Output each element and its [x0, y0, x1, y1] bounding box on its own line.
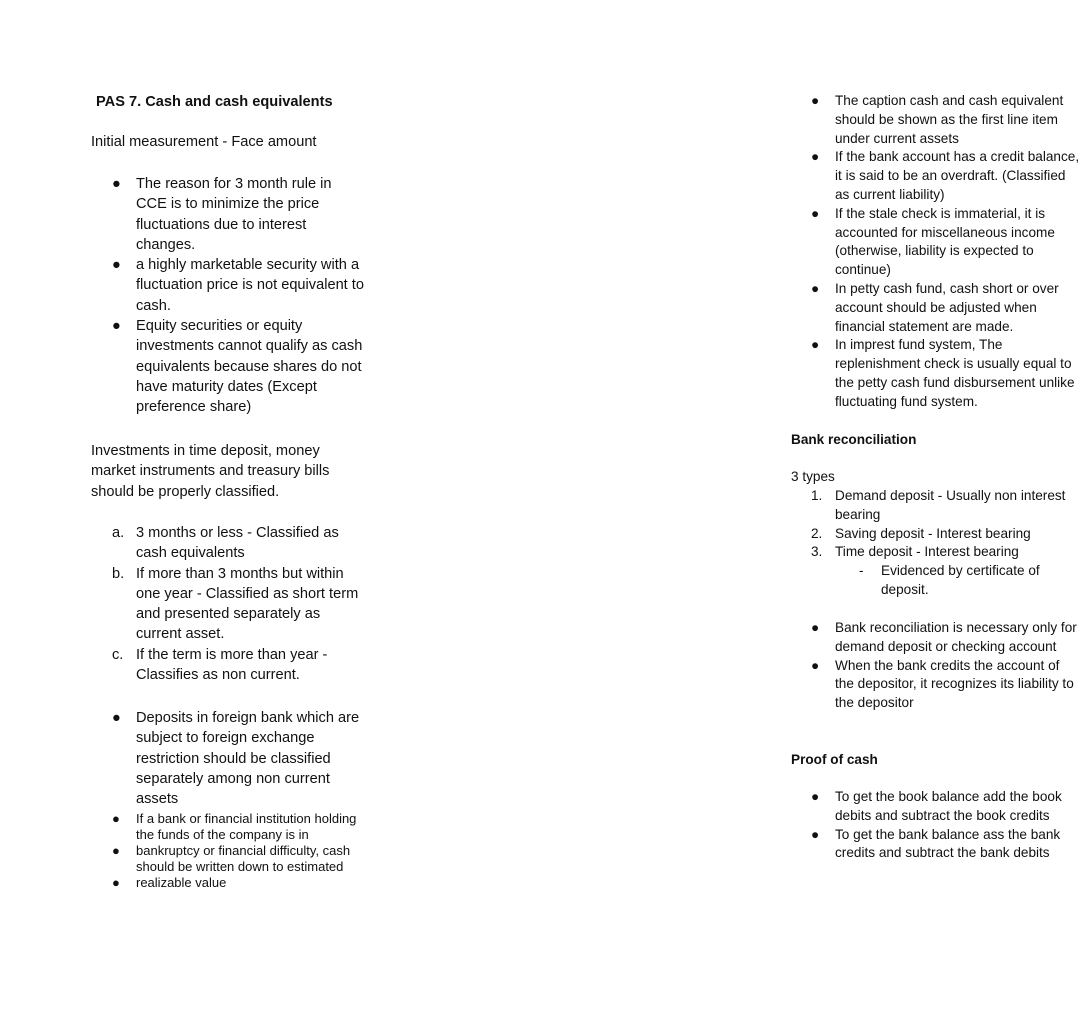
list-item [811, 657, 1081, 713]
list-marker: a. [112, 525, 125, 541]
bullet-icon: ● [112, 176, 121, 192]
bullet-icon: ● [112, 874, 120, 890]
list-marker: b. [112, 565, 125, 582]
list-item [811, 619, 1081, 657]
list-item [811, 826, 1081, 864]
list-item [112, 564, 364, 645]
bankruptcy-bullet-list [112, 811, 364, 891]
classification-list [112, 523, 364, 685]
list-item [811, 543, 1081, 599]
list-item-text: The caption cash and cash equivalent should be shown as the first line item under current assets [835, 93, 1064, 146]
bank-reconciliation-heading: Bank reconciliation [791, 432, 917, 447]
list-item-text: realizable value [136, 874, 227, 890]
list-marker: 2. [811, 525, 823, 541]
bullet-icon: ● [811, 205, 820, 221]
list-item [811, 205, 1081, 280]
list-item-text: If more than 3 months but within one year - Classified as short term and presented separately as current asset. [136, 565, 359, 643]
list-item-text: Deposits in foreign bank which are subject to foreign exchange restriction should be classified separately among non current assets [136, 710, 360, 808]
list-item-text: a highly marketable security with a fluctuation price is not equivalent to cash. [136, 257, 364, 314]
list-item-text: If the stale check is immaterial, it is accounted for miscellaneous income (otherwise, liability is expected to continue) [835, 205, 1055, 278]
cce-bullet-list [112, 174, 364, 418]
bullet-icon: ● [112, 318, 121, 335]
list-item-text: If a bank or financial institution holding the funds of the company is in [136, 811, 357, 842]
list-item [112, 811, 364, 843]
list-marker: 1. [811, 488, 823, 503]
list-item [112, 255, 364, 316]
list-item-text: If the term is more than year - Classifies as non current. [136, 646, 328, 684]
list-item-text: Bank reconciliation is necessary only for demand deposit or checking account [835, 620, 1077, 654]
bullet-icon: ● [112, 710, 121, 726]
bullet-icon: ● [811, 826, 820, 842]
proof-of-cash-list [811, 788, 1081, 863]
bullet-icon: ● [112, 257, 121, 274]
bullet-icon: ● [112, 811, 120, 826]
list-item [811, 280, 1081, 336]
list-item [811, 487, 1081, 525]
list-item [811, 336, 1081, 411]
bullet-icon: ● [811, 789, 820, 804]
types-label: 3 types [791, 469, 835, 484]
list-item-text: When the bank credits the account of the depositor, it recognizes its liability to the depositor [835, 657, 1074, 711]
list-item-text: 3 months or less - Classified as cash equivalents [136, 525, 339, 562]
dash-marker: - [859, 563, 864, 579]
list-item [811, 92, 1081, 148]
bullet-icon: ● [811, 657, 820, 673]
list-item [811, 788, 1081, 826]
initial-measurement: Initial measurement - Face amount [91, 134, 317, 150]
list-item-text: If the bank account has a credit balance, it is said to be an overdraft. (Classified as current liability) [835, 149, 1080, 202]
cce-presentation-list [811, 92, 1081, 412]
foreign-bullet-list [112, 708, 364, 809]
page-title: PAS 7. Cash and cash equivalents [96, 94, 333, 110]
reconciliation-bullet-list [811, 619, 1081, 713]
list-item [859, 562, 1059, 600]
list-item [112, 708, 364, 809]
list-item-text: To get the book balance add the book debits and subtract the book credits [835, 789, 1062, 823]
investments-paragraph: Investments in time deposit, money market instruments and treasury bills should be properly classified. [91, 443, 330, 500]
list-item [811, 525, 1081, 544]
list-item [112, 174, 364, 255]
list-item [112, 843, 364, 875]
list-item-text: bankruptcy or financial difficulty, cash should be written down to estimated [136, 842, 351, 874]
list-item-text: In imprest fund system, The replenishment check is usually equal to the petty cash fund disbursement unlike fluctuating fund system. [835, 337, 1075, 409]
proof-of-cash-heading: Proof of cash [791, 752, 878, 767]
deposit-types-list [811, 487, 1081, 600]
list-item [811, 148, 1081, 204]
list-item-text: Saving deposit - Interest bearing [835, 525, 1031, 541]
list-item-text: Demand deposit - Usually non interest bearing [835, 488, 1066, 522]
list-item-text: Evidenced by certificate of deposit. [881, 563, 1040, 597]
bullet-icon: ● [112, 842, 120, 858]
list-marker: c. [112, 646, 124, 663]
list-item-text: To get the bank balance ass the bank credits and subtract the bank debits [835, 826, 1061, 861]
list-item [112, 316, 364, 417]
list-item [112, 875, 364, 891]
bullet-icon: ● [811, 93, 820, 108]
list-item-text: Equity securities or equity investments cannot qualify as cash equivalents because shares do not have maturity dates (Except preference share) [136, 318, 363, 416]
list-marker: 3. [811, 544, 823, 560]
list-item [112, 645, 364, 686]
list-item [112, 523, 364, 564]
list-item-text: Time deposit - Interest bearing [835, 544, 1019, 560]
list-item-text: In petty cash fund, cash short or over account should be adjusted when financial statement are made. [835, 280, 1059, 334]
time-deposit-sublist [859, 562, 1059, 600]
list-item-text: The reason for 3 month rule in CCE is to minimize the price fluctuations due to interest changes. [136, 176, 332, 253]
bullet-icon: ● [811, 620, 820, 635]
bullet-icon: ● [811, 280, 820, 296]
bullet-icon: ● [811, 149, 820, 165]
bullet-icon: ● [811, 337, 820, 353]
